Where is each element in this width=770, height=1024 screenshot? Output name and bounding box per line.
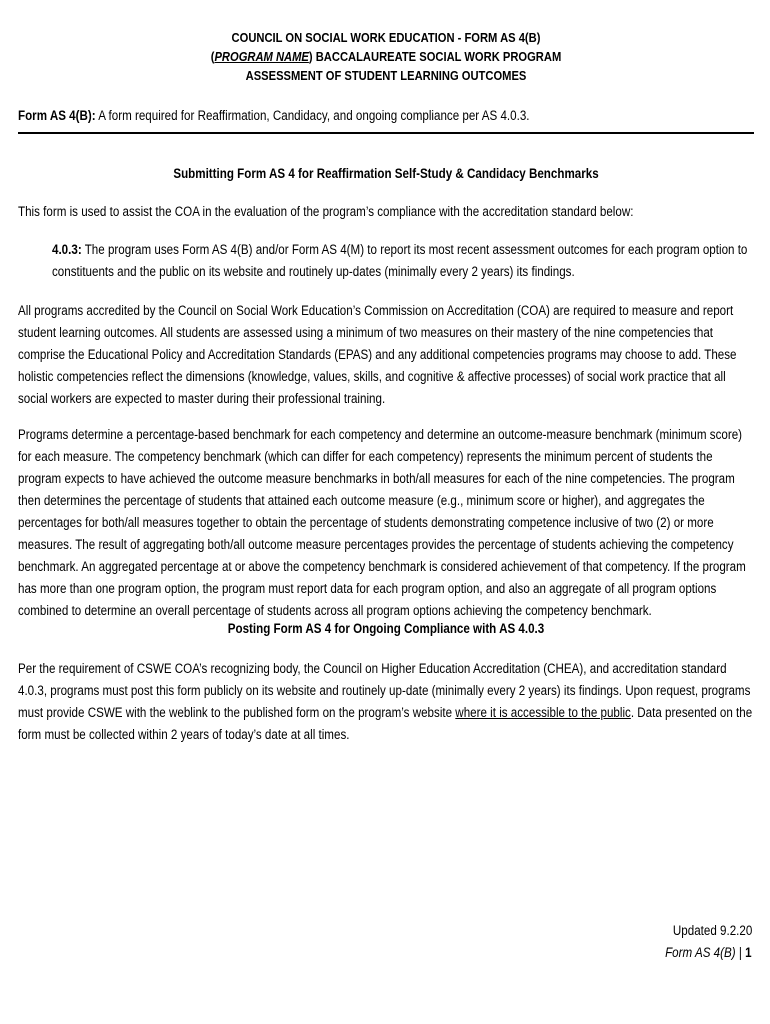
standard-label: 4.0.3: <box>52 242 82 257</box>
footer-form-name: Form AS 4(B) <box>665 945 737 960</box>
header-line-2-rest: BACCALAUREATE SOCIAL WORK PROGRAM <box>312 49 562 64</box>
header-line-3: ASSESSMENT OF STUDENT LEARNING OUTCOMES <box>245 68 527 83</box>
form-label: Form AS 4(B): <box>18 108 96 123</box>
standard-paragraph <box>18 239 754 283</box>
page-footer <box>651 920 752 964</box>
document-header <box>18 28 754 85</box>
document-page <box>18 28 754 746</box>
form-text: A form required for Reaffirmation, Candidacy, and ongoing compliance per AS 4.0.3. <box>95 108 530 123</box>
section-title-submitting: Submitting Form AS 4 for Reaffirmation Self-Study & Candidacy Benchmarks <box>173 166 599 181</box>
header-line-1: COUNCIL ON SOCIAL WORK EDUCATION - FORM AS 4(B) <box>231 30 541 45</box>
page-number: 1 <box>745 945 752 960</box>
standard-text: The program uses Form AS 4(B) and/or Form AS 4(M) to report its most recent assessment outcomes for each program option to constituents and the public on its website and routinely up-dates (minimally every 2 years) its findings. <box>52 242 748 279</box>
public-access-phrase: where it is accessible to the public <box>455 705 631 720</box>
divider-rule <box>18 132 754 134</box>
form-description <box>18 107 754 125</box>
accreditation-paragraph: All programs accredited by the Council on Social Work Education’s Commission on Accreditation (COA) are required to measure and report student learning outcomes. All students are assessed using a minimum of two measures on their mastery of the nine competencies that comprise the Educational Policy and Accreditation Standards (EPAS) and any additional competencies programs may choose to add. These holistic competencies reflect the dimensions (knowledge, values, skills, and cognitive & affective processes) of social work practice that all social workers are expected to master during their professional training. <box>18 303 737 406</box>
updated-date: Updated 9.2.20 <box>672 923 752 938</box>
program-name-placeholder: PROGRAM NAME <box>214 49 309 64</box>
benchmark-paragraph: Programs determine a percentage-based benchmark for each competency and determine an outcome-measure benchmark (minimum score) for each measure. The competency benchmark (which can differ for each competency) represents the minimum percent of students the program expects to have achieved the outcome measure benchmarks in both/all measures for each of the nine competencies. The program then determines the percentage of students that attained each outcome measure (e.g., minimum score or higher), and aggregates the percentages for both/all measures together to obtain the percentage of students demonstrating competence inclusive of two (2) or more measures. The result of aggregating both/all outcome measure percentages provides the percentage of students achieving the competency benchmark. An aggregated percentage at or above the competency benchmark is considered achievement of that competency. If the program has more than one program option, the program must report data for each program option, and also an aggregate of all program options combined to determine an overall percentage of students across all program options achieving the competency benchmark. <box>18 427 746 618</box>
header-line-2: (PROGRAM NAME) BACCALAUREATE SOCIAL WORK PROGRAM <box>210 49 562 64</box>
intro-paragraph: This form is used to assist the COA in the evaluation of the program’s compliance with the accreditation standard below: <box>18 204 634 219</box>
posting-paragraph: Per the requirement of CSWE COA’s recognizing body, the Council on Higher Education Accreditation (CHEA), and accreditation standard 4.0.3, programs must post this form publicly on its website and routinely up-date (minimally every 2 years) its findings. Upon request, programs must provide CSWE with the weblink to the published form on the program’s website where it is accessible to the public. Data presented on the form must be collected within 2 years of today’s date at all times. <box>18 661 753 742</box>
section-title-posting: Posting Form AS 4 for Ongoing Compliance with AS 4.0.3 <box>227 621 545 636</box>
footer-form-page: Form AS 4(B) | 1 <box>665 945 752 960</box>
